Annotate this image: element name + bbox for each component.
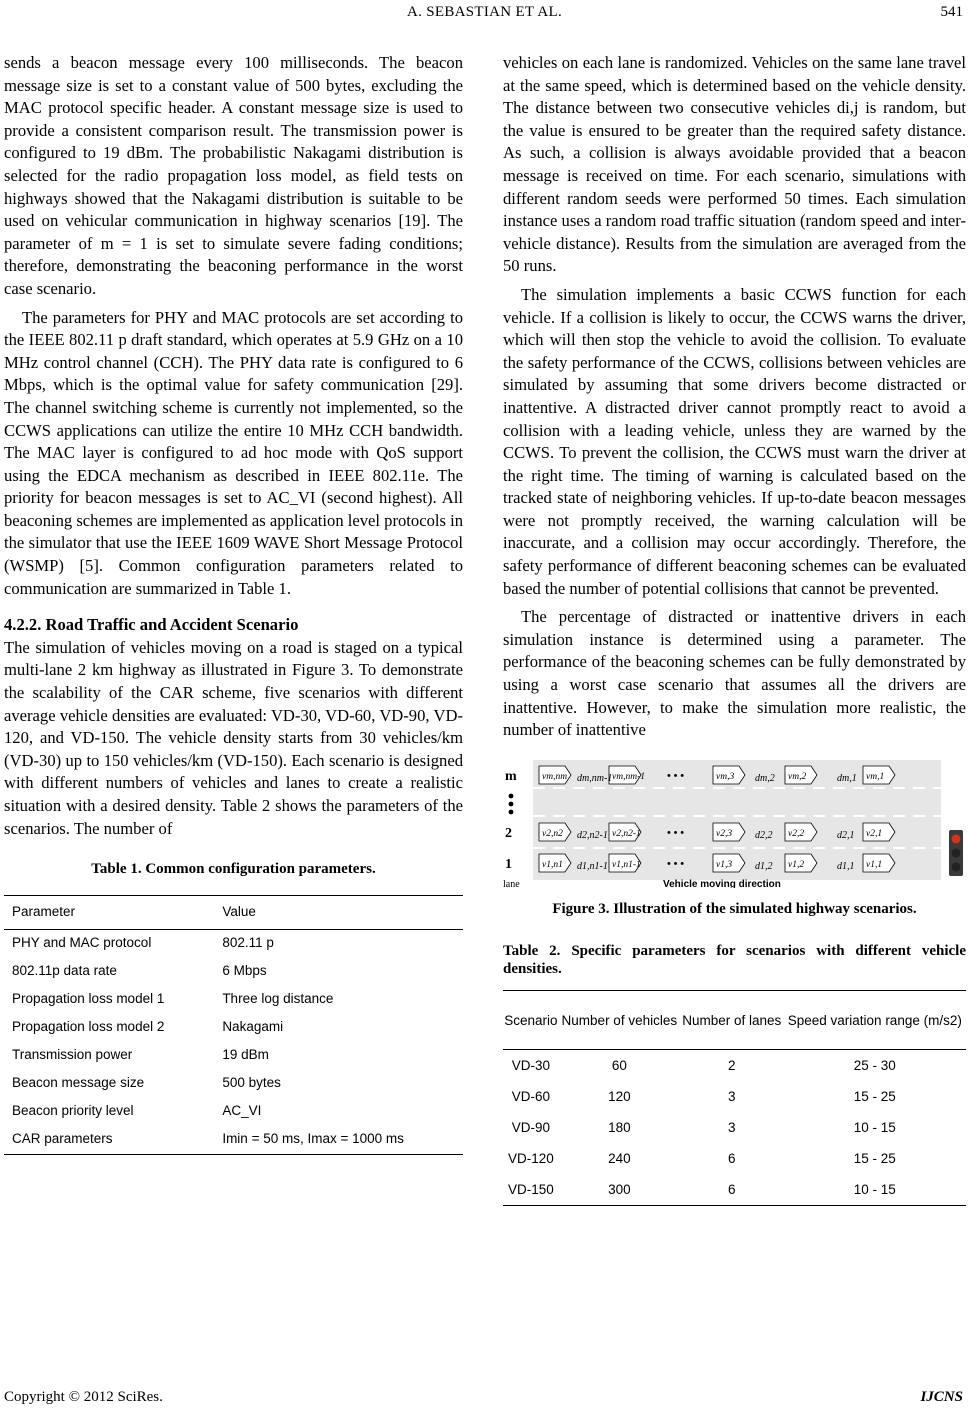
gap-label: d2,2 xyxy=(755,829,773,841)
paragraph: The percentage of distracted or inattentive drivers in each simulation instance is determined using a parameter. The performance of the beaconing schemes can be fully demonstrated by using a worst case scenario that assumes all the drivers are inattentive. However, to make the simulation more realistic, the number of inattentive xyxy=(503,607,966,740)
table-cell: AC_VI xyxy=(222,1103,262,1119)
table-cell: CAR parameters xyxy=(4,1126,214,1155)
table-row xyxy=(4,986,463,1014)
axis-label: lane xyxy=(503,878,520,888)
table-cell: Propagation loss model 1 xyxy=(12,991,165,1007)
table-cell: 15 - 25 xyxy=(853,1150,896,1166)
table-cell: 10 - 15 xyxy=(853,1119,896,1135)
table-cell: VD-150 xyxy=(503,1174,559,1206)
paragraph: vehicles on each lane is randomized. Vehicles on the same lane travel at the same speed, which is determined based on the vehicle density. The distance between two consecutive vehicles di,j is random, but the value is ensured to be greater than the required safety distance. As such, a collision is always avoidable provided that a beacon message is received on time. For each scenario, simulations with different random seeds were performed 50 times. Each simulation instance uses a random road traffic situation (random speed and inter-vehicle distance). Results from the simulation are averaged from the 50 runs. xyxy=(503,53,966,276)
ellipsis: • • • xyxy=(667,769,685,782)
table-cell: 240 xyxy=(608,1150,631,1166)
vehicle-label: vm,3 xyxy=(716,771,735,782)
table-cell: 500 bytes xyxy=(222,1075,281,1091)
table-row xyxy=(503,1081,966,1112)
table-cell: 180 xyxy=(608,1119,631,1135)
vehicle-label: v1,1 xyxy=(866,859,883,870)
lane-label: 1 xyxy=(505,856,512,872)
table2 xyxy=(503,990,966,1206)
green-light xyxy=(952,862,961,871)
table-row xyxy=(4,1070,463,1098)
table-cell: PHY and MAC protocol xyxy=(12,935,152,951)
table-cell: Beacon priority level xyxy=(12,1103,134,1119)
table-row xyxy=(4,929,463,958)
table-header-row xyxy=(4,895,463,929)
lane-dots xyxy=(509,801,514,806)
table-cell: 6 xyxy=(727,1150,736,1166)
table-row xyxy=(4,1126,463,1155)
vehicle-label: vm,1 xyxy=(866,771,885,782)
table-cell: VD-30 xyxy=(511,1057,551,1073)
table-cell: Three log distance xyxy=(222,991,334,1007)
left-column xyxy=(4,52,463,1155)
gap-label: dm,2 xyxy=(755,772,775,784)
gap-label: dm,nm-1 xyxy=(577,772,613,784)
paragraph: The simulation implements a basic CCWS function for each vehicle. If a collision is likely to occur, the CCWS warns the driver, which will then stop the vehicle to avoid the collision. To evaluate the safety performance of the CCWS, collisions between vehicles are simulated by assuming that some drivers become distracted or inattentive. A distracted driver cannot promptly react to avoid a collision with a leading vehicle, unless they are warned by the CCWS. To prevent the collision, the CCWS must warn the driver at the right time. The timing of warning is calculated based on the tracked state of neighboring vehicles. If up-to-date beacon messages were not promptly received, the warning calculation will be inaccurate, and a collision may occur accordingly. Therefore, the safety performance of different beaconing schemes can be evaluated based the number of potential collisions that cannot be prevented. xyxy=(503,284,966,598)
vehicle-label: v2,n2 xyxy=(542,828,563,839)
table-row xyxy=(4,1098,463,1126)
vehicle-label: v2,1 xyxy=(866,828,883,839)
table-cell: 120 xyxy=(608,1088,631,1104)
table-row xyxy=(4,1042,463,1070)
table-header-cell: Speed variation range (m/s2) xyxy=(784,991,966,1050)
table-header-cell: Number of vehicles xyxy=(559,991,680,1050)
table-row xyxy=(503,1174,966,1206)
table-row xyxy=(503,1112,966,1143)
table-cell: VD-60 xyxy=(511,1088,551,1104)
gap-label: dm,1 xyxy=(837,772,857,784)
section-heading: 4.2.2. Road Traffic and Accident Scenario xyxy=(4,615,299,635)
table-row xyxy=(4,1014,463,1042)
table-cell: 802.11p data rate xyxy=(12,963,117,979)
figure3-caption: Figure 3. Illustration of the simulated highway scenarios. xyxy=(552,900,917,917)
page-footer xyxy=(0,1385,969,1415)
gap-label: d1,1 xyxy=(837,860,855,872)
vehicle-label: v2,n2-1 xyxy=(612,828,641,839)
red-light xyxy=(952,834,961,843)
amber-light xyxy=(952,848,961,857)
table-header-row xyxy=(503,991,966,1050)
table2-caption: Table 2. Specific parameters for scenarios with different vehicle densities. xyxy=(503,943,966,978)
table-cell: 3 xyxy=(727,1088,736,1104)
paragraph: sends a beacon message every 100 milliseconds. The beacon message size is set to a constant value of 500 bytes, excluding the MAC protocol specific header. A constant message size is used to provide a consistent comparison result. The transmission power is configured to 19 dBm. The probabilistic Nakagami distribution is selected for the radio propagation loss model, as field tests on highways showed that the Nakagami distribution is suitable to be used on vehicular communication in highway scenarios [19]. The parameter of m = 1 is set to simulate severe fading conditions; therefore, demonstrating the beaconing performance in the worst case scenario. xyxy=(4,53,463,298)
table-cell: VD-90 xyxy=(511,1119,551,1135)
table1 xyxy=(4,895,463,1155)
lane-dots xyxy=(509,809,514,814)
table-header-cell: Number of lanes xyxy=(680,991,784,1050)
table-row xyxy=(503,1143,966,1174)
table-row xyxy=(4,958,463,986)
vehicle-label: v1,3 xyxy=(716,859,733,870)
running-header xyxy=(0,0,969,26)
gap-label: d2,n2-1 xyxy=(577,829,608,841)
table-cell: Beacon message size xyxy=(12,1075,145,1091)
figure3 xyxy=(503,756,966,888)
right-column xyxy=(503,52,966,1206)
vehicle-label: v2,3 xyxy=(716,828,733,839)
gap-label: d1,n1-1 xyxy=(577,860,608,872)
table-cell: Nakagami xyxy=(222,1019,284,1035)
highway-diagram xyxy=(503,756,966,888)
table-cell: 802.11 p xyxy=(222,935,274,951)
table-row xyxy=(503,1050,966,1082)
table1-caption: Table 1. Common configuration parameters. xyxy=(91,861,376,878)
table-cell: 15 - 25 xyxy=(853,1088,896,1104)
running-title: A. SEBASTIAN ET AL. xyxy=(406,4,562,20)
lane-label: m xyxy=(505,768,517,784)
paragraph: The simulation of vehicles moving on a road is staged on a typical multi-lane 2 km highway as illustrated in Figure 3. To demonstrate the scalability of the CAR scheme, five scenarios with different average vehicle densities are evaluated: VD-30, VD-60, VD-90, VD-120, and VD-150. The vehicle density starts from 30 vehicles/km (VD-30) up to 150 vehicles/km (VD-150). Each scenario is designed with different numbers of vehicles and lanes to create a realistic situation with a desired density. Table 2 shows the parameters of the scenarios. The number of xyxy=(4,637,463,838)
vehicle-label: vm,nm-1 xyxy=(612,771,645,782)
vehicle-label: vm,nm xyxy=(542,771,568,782)
journal-name: IJCNS xyxy=(920,1389,963,1405)
vehicle-label: v1,n1 xyxy=(542,859,563,870)
gap-label: d1,2 xyxy=(755,860,773,872)
table-header-cell: Scenario xyxy=(503,991,559,1050)
vehicle-label: v1,2 xyxy=(788,859,805,870)
direction-label: Vehicle moving direction xyxy=(663,878,781,888)
gap-label: d2,1 xyxy=(837,829,855,841)
table-header-cell: Value xyxy=(214,895,463,929)
table-cell: Propagation loss model 2 xyxy=(12,1019,165,1035)
table-cell: Imin = 50 ms, Imax = 1000 ms xyxy=(214,1126,463,1155)
table-cell: 6 xyxy=(680,1174,784,1206)
lane-label: 2 xyxy=(505,825,512,841)
table-cell: 25 - 30 xyxy=(853,1057,896,1073)
vehicle-label: vm,2 xyxy=(788,771,807,782)
table-cell: 10 - 15 xyxy=(784,1174,966,1206)
table-cell: VD-120 xyxy=(508,1150,554,1166)
traffic-light-icon xyxy=(949,830,963,876)
page-number: 541 xyxy=(940,4,963,20)
table-cell: 60 xyxy=(611,1057,627,1073)
copyright: Copyright © 2012 SciRes. xyxy=(4,1389,163,1405)
ellipsis: • • • xyxy=(667,826,685,839)
table-cell: 19 dBm xyxy=(222,1047,269,1063)
table-cell: 3 xyxy=(727,1119,736,1135)
table-cell: 300 xyxy=(559,1174,680,1206)
paragraph: The parameters for PHY and MAC protocols are set according to the IEEE 802.11 p draft standard, which operates at 5.9 GHz on a 10 MHz control channel (CCH). The PHY data rate is configured to 6 Mbps, which is the optimal value for safety communication [29]. The channel switching scheme is currently not implemented, so the CCWS applications can utilize the entire 10 MHz CCH bandwidth. The MAC layer is configured to ad hoc mode with QoS support using the EDCA mechanism as described in IEEE 802.11e. The priority for beacon messages is set to AC_VI (second highest). All beaconing schemes are implemented as application level protocols in the simulator that use the IEEE 1609 WAVE Short Message Protocol (WSMP) [5]. Common configuration parameters related to communication are summarized in Table 1. xyxy=(4,307,463,598)
vehicle-label: v1,n1-1 xyxy=(612,859,641,870)
table-cell: 2 xyxy=(727,1057,736,1073)
table-cell: 6 Mbps xyxy=(222,963,267,979)
ellipsis: • • • xyxy=(667,857,685,870)
table-header-cell: Parameter xyxy=(4,895,214,929)
lane-dots xyxy=(509,793,514,798)
table-cell: Transmission power xyxy=(12,1047,133,1063)
vehicle-label: v2,2 xyxy=(788,828,805,839)
